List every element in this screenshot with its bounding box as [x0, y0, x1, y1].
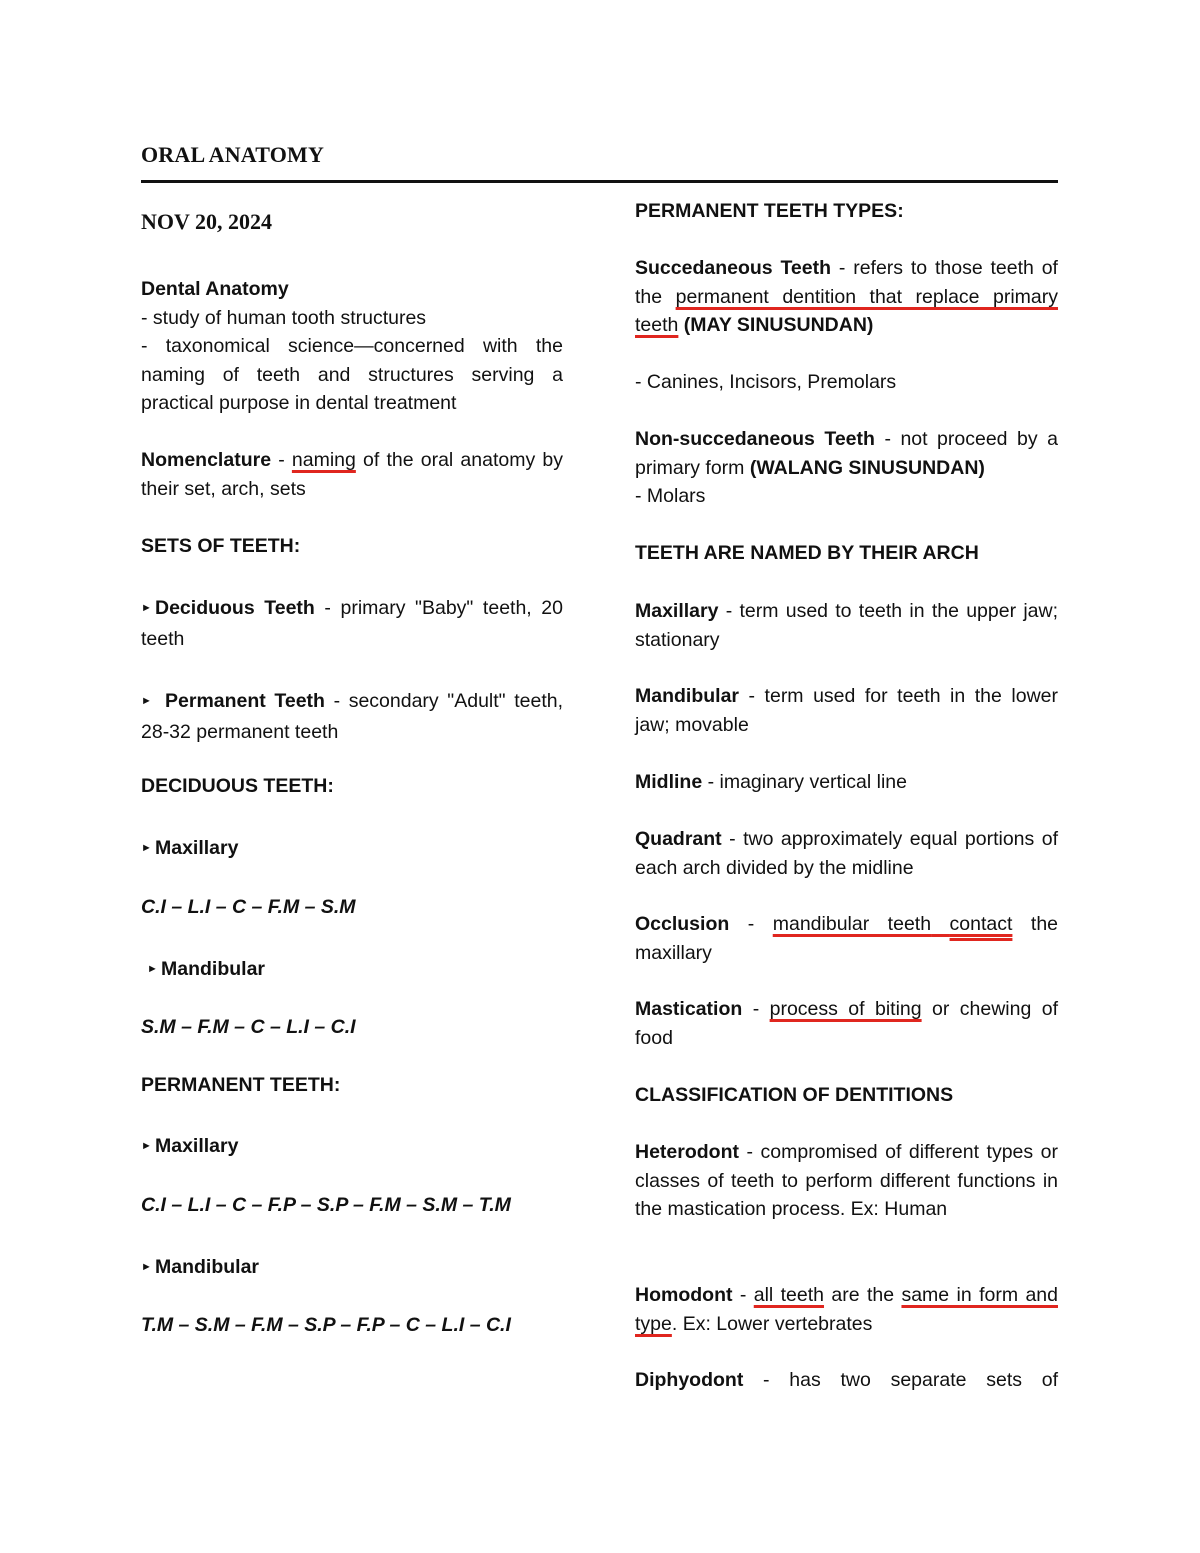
permanent-mandibular-text: Mandibular: [155, 1256, 260, 1278]
mandibular-paragraph: [635, 682, 1058, 739]
bullet-arrow-icon: ►: [141, 695, 152, 707]
deciduous-teeth-heading: DECIDUOUS TEETH:: [141, 775, 334, 797]
permanent-mandibular-sequence: T.M – S.M – F.M – S.P – F.P – C – L.I – C.I: [141, 1314, 511, 1336]
homodont-paragraph: [635, 1281, 1058, 1338]
dental-anatomy-line1: - study of human tooth structures: [141, 307, 427, 329]
permanent-maxillary-text: Maxillary: [155, 1135, 239, 1157]
date-heading: NOV 20, 2024: [141, 209, 272, 234]
deciduous-mandibular-sequence: S.M – F.M – C – L.I – C.I: [141, 1016, 356, 1038]
permanent-teeth-heading: PERMANENT TEETH:: [141, 1074, 341, 1096]
homodont-underlined-1: all teeth: [753, 1284, 825, 1306]
deciduous-maxillary-sequence: C.I – L.I – C – F.M – S.M: [141, 896, 356, 918]
nomenclature-dash: -: [271, 449, 292, 471]
quadrant-paragraph: [635, 825, 1058, 882]
homodont-rest: . Ex: Lower vertebrates: [671, 1312, 873, 1335]
midline-term: Midline: [635, 771, 703, 793]
occlusion-underlined-1: mandibular teeth: [772, 913, 932, 935]
mastication-underlined: process of biting: [769, 998, 922, 1020]
deciduous-desc: - primary "Baby" teeth, 20 teeth: [141, 597, 563, 650]
permanent-item: [141, 686, 563, 748]
occlusion-dash: -: [729, 913, 773, 935]
non-succedaneous-term: Non-succedaneous Teeth: [635, 428, 875, 450]
bullet-arrow-icon: ►: [141, 602, 152, 614]
bullet-arrow-icon: ►: [141, 1140, 152, 1152]
mastication-rest: or chewing of food: [635, 998, 1058, 1049]
nomenclature-term: Nomenclature: [141, 449, 272, 471]
succedaneous-examples: - Canines, Incisors, Premolars: [635, 371, 897, 393]
occlusion-term: Occlusion: [635, 913, 730, 935]
arch-heading: TEETH ARE NAMED BY THEIR ARCH: [635, 542, 979, 564]
dental-anatomy-heading: Dental Anatomy: [141, 278, 289, 300]
maxillary-desc: - term used to teeth in the upper jaw; stationary: [635, 600, 1058, 651]
non-succedaneous-desc: - not proceed by a primary form: [635, 428, 1058, 479]
occlusion-space: [931, 913, 949, 935]
deciduous-term: Deciduous Teeth: [155, 597, 315, 619]
sets-heading: SETS OF TEETH:: [141, 535, 301, 557]
succedaneous-term: Succedaneous Teeth: [635, 257, 832, 279]
bullet-arrow-icon: ►: [141, 842, 152, 854]
permanent-desc: - secondary "Adult" teeth, 28-32 permanent teeth: [141, 690, 563, 743]
non-succedaneous-paragraph: [635, 425, 1058, 482]
deciduous-mandibular-text: Mandibular: [161, 958, 266, 980]
maxillary-term: Maxillary: [635, 600, 719, 622]
deciduous-item: [141, 593, 563, 655]
succedaneous-underlined: permanent dentition that replace primary teeth: [635, 285, 1059, 336]
succedaneous-paragraph: [635, 254, 1058, 340]
nomenclature-rest: of the oral anatomy by their set, arch, sets: [141, 449, 563, 500]
succedaneous-pre: - refers to those teeth of the: [635, 257, 1058, 308]
mandibular-desc: - term used for teeth in the lower jaw; movable: [635, 685, 1058, 736]
permanent-mandibular-label: [141, 1253, 563, 1282]
document-title: ORAL ANATOMY: [141, 142, 325, 167]
deciduous-maxillary-label: [141, 834, 563, 863]
occlusion-underlined-2: contact: [949, 913, 1013, 935]
midline-paragraph: [635, 768, 1058, 797]
diphyodont-paragraph: [635, 1366, 1058, 1395]
homodont-dash: -: [732, 1284, 754, 1306]
heterodont-term: Heterodont: [635, 1141, 739, 1163]
bullet-arrow-icon: ►: [147, 963, 158, 975]
title-rule: [141, 180, 1058, 183]
succedaneous-tag: (MAY SINUSUNDAN): [678, 314, 874, 336]
deciduous-maxillary-text: Maxillary: [155, 837, 239, 859]
mastication-dash: -: [742, 998, 770, 1020]
nomenclature-underlined: naming: [291, 449, 356, 471]
permanent-types-heading: PERMANENT TEETH TYPES:: [635, 200, 904, 222]
heterodont-desc: - compromised of different types or classes of teeth to perform different functions in the mastication process. Ex: Human: [635, 1141, 1058, 1220]
mandibular-term: Mandibular: [635, 685, 740, 707]
maxillary-paragraph: [635, 597, 1058, 654]
diphyodont-term: Diphyodont: [635, 1369, 744, 1391]
permanent-maxillary-sequence: C.I – L.I – C – F.P – S.P – F.M – S.M – T.M: [141, 1194, 511, 1216]
quadrant-desc: - two approximately equal portions of each arch divided by the midline: [635, 828, 1058, 879]
quadrant-term: Quadrant: [635, 828, 722, 850]
mastication-paragraph: [635, 995, 1058, 1052]
occlusion-paragraph: [635, 910, 1058, 967]
heterodont-paragraph: [635, 1138, 1058, 1224]
non-succedaneous-example: - Molars: [635, 485, 706, 507]
permanent-term: Permanent Teeth: [165, 690, 325, 712]
midline-desc: - imaginary vertical line: [702, 771, 907, 793]
homodont-term: Homodont: [635, 1284, 733, 1306]
classification-heading: CLASSIFICATION OF DENTITIONS: [635, 1084, 954, 1106]
mastication-term: Mastication: [635, 998, 743, 1020]
nomenclature-paragraph: [141, 446, 563, 503]
deciduous-mandibular-label: [147, 955, 569, 984]
homodont-mid: are the: [824, 1284, 902, 1306]
non-succedaneous-tag: (WALANG SINUSUNDAN): [749, 456, 985, 479]
dental-anatomy-line2: - taxonomical science—concerned with the naming of teeth and structures serving a practical purpose in dental treatment: [141, 335, 563, 414]
occlusion-rest: the maxillary: [635, 913, 1059, 964]
homodont-underlined-2: same in form and type: [635, 1284, 1058, 1335]
diphyodont-desc: - has two separate sets of: [743, 1369, 1058, 1391]
permanent-maxillary-label: [141, 1132, 563, 1161]
bullet-arrow-icon: ►: [141, 1261, 152, 1273]
